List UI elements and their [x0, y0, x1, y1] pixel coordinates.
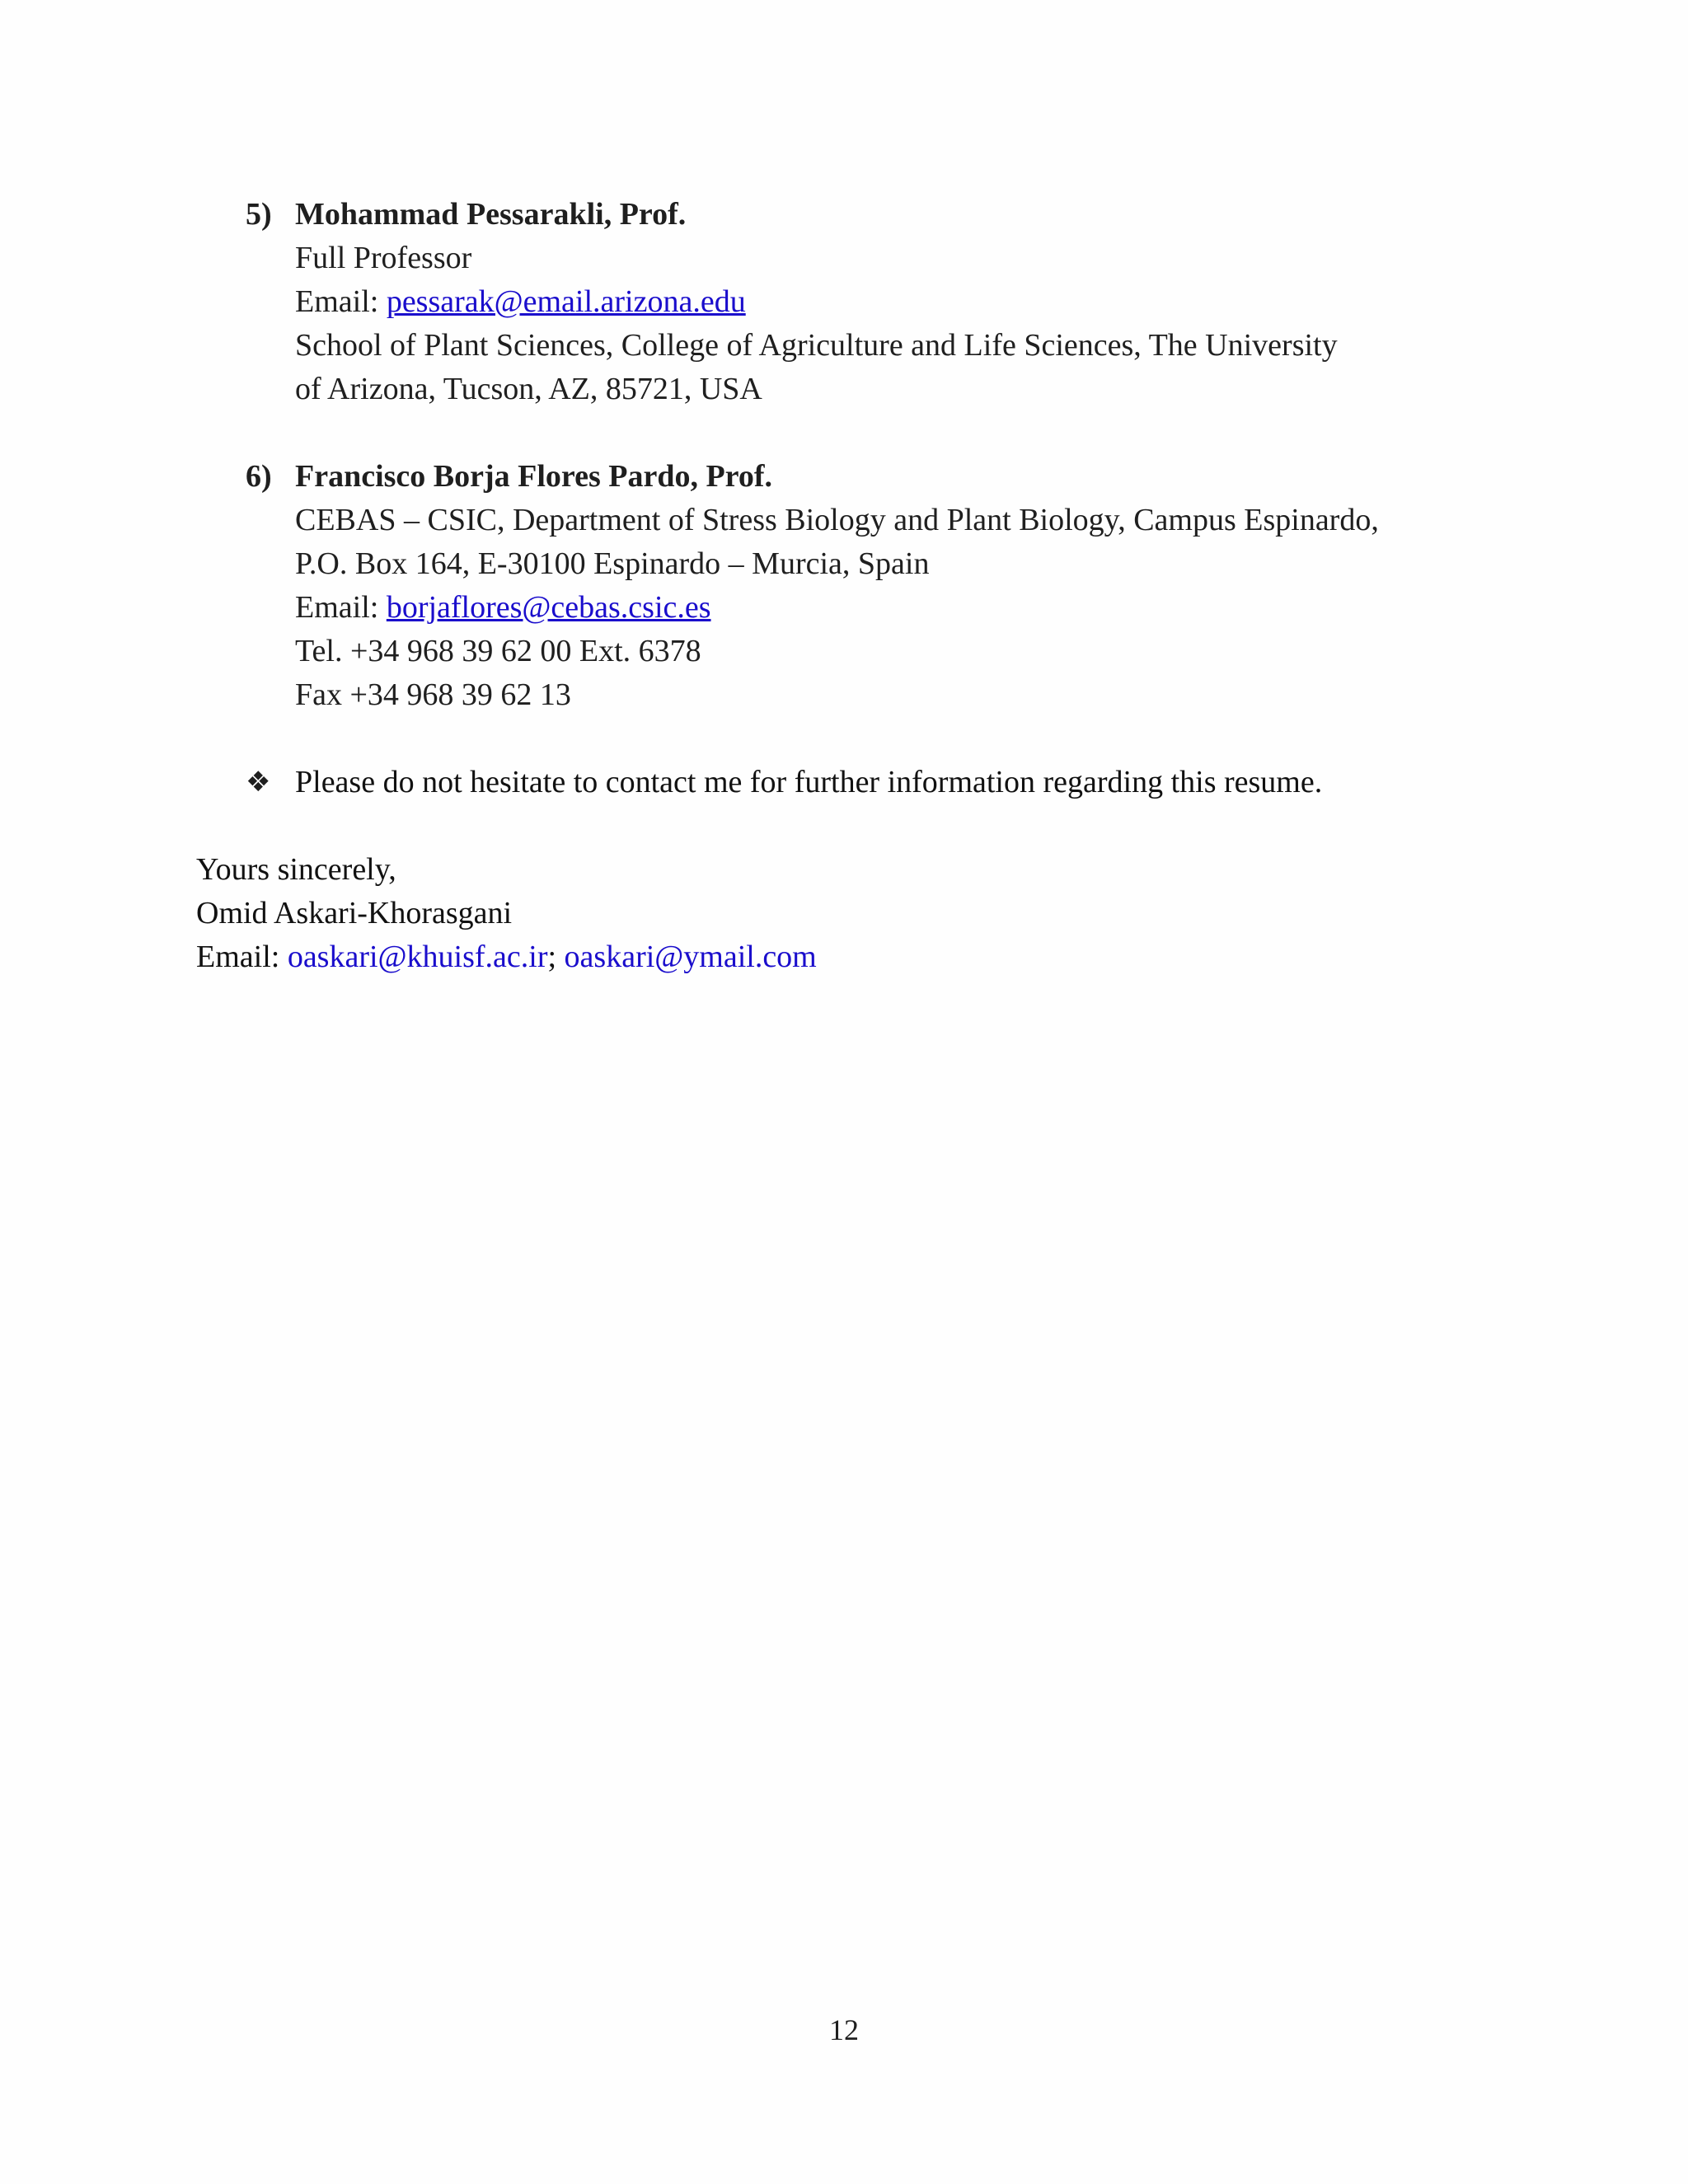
reference-6-email-link[interactable]: borjaflores@cebas.csic.es	[386, 590, 711, 625]
closing-salutation: Yours sincerely,	[196, 852, 396, 887]
reference-6-email-line	[295, 586, 711, 630]
reference-6-address-line-1: CEBAS – CSIC, Department of Stress Biology and Plant Biology, Campus Espinardo,	[295, 503, 1379, 537]
author-email-1-link[interactable]: oaskari@khuisf.ac.ir	[287, 940, 548, 974]
reference-6-name: Francisco Borja Flores Pardo, Prof.	[295, 459, 773, 494]
email-label: Email:	[196, 940, 288, 974]
reference-5-name: Mohammad Pessarakli, Prof.	[295, 197, 687, 232]
reference-5-address-line-2: of Arizona, Tucson, AZ, 85721, USA	[295, 372, 762, 406]
reference-6-fax: Fax +34 968 39 62 13	[295, 677, 571, 712]
reference-5-address-line-1: School of Plant Sciences, College of Agriculture and Life Sciences, The University	[295, 328, 1338, 363]
reference-6-number: 6)	[246, 459, 272, 494]
reference-5-email-line	[295, 280, 746, 324]
page-number: 12	[829, 2013, 859, 2046]
author-email-2-link[interactable]: oaskari@ymail.com	[564, 940, 817, 974]
email-label: Email:	[295, 284, 387, 319]
reference-5-email-link[interactable]: pessarak@email.arizona.edu	[386, 284, 746, 319]
reference-6-address-line-2: P.O. Box 164, E-30100 Espinardo – Murcia, Spain	[295, 546, 930, 581]
author-name: Omid Askari-Khorasgani	[196, 896, 513, 930]
contact-note: Please do not hesitate to contact me for further information regarding this resume.	[295, 765, 1323, 799]
reference-6-telephone: Tel. +34 968 39 62 00 Ext. 6378	[295, 634, 701, 668]
author-email-line	[196, 935, 817, 979]
four-diamond-bullet-icon: ❖	[246, 766, 271, 799]
email-separator: ;	[547, 940, 565, 974]
reference-5-title: Full Professor	[295, 241, 472, 275]
email-label: Email:	[295, 590, 387, 625]
reference-5-number: 5)	[246, 197, 272, 232]
